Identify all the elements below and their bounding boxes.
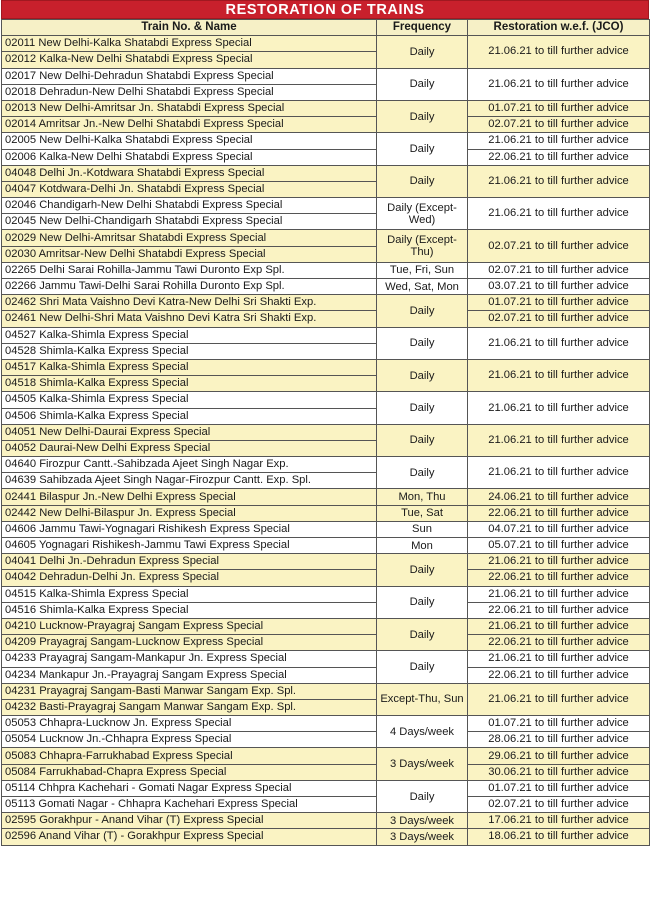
table-row bbox=[2, 829, 650, 845]
train-name-cell: 02045 New Delhi-Chandigarh Shatabdi Express Special bbox=[2, 214, 377, 230]
table-row bbox=[2, 602, 650, 618]
train-name-cell: 02462 Shri Mata Vaishno Devi Katra-New Delhi Sri Shakti Exp. bbox=[2, 295, 377, 311]
table-row bbox=[2, 813, 650, 829]
table-row bbox=[2, 586, 650, 602]
train-name-cell: 04528 Shimla-Kalka Express Special bbox=[2, 343, 377, 359]
table-row bbox=[2, 165, 650, 181]
restoration-cell: 30.06.21 to till further advice bbox=[468, 764, 650, 780]
frequency-cell: Daily bbox=[377, 100, 468, 132]
header-restoration: Restoration w.e.f. (JCO) bbox=[468, 20, 650, 36]
table-row bbox=[2, 68, 650, 84]
table-row bbox=[2, 797, 650, 813]
frequency-cell: Daily (Except-Thu) bbox=[377, 230, 468, 262]
restoration-cell: 02.07.21 to till further advice bbox=[468, 797, 650, 813]
restoration-cell: 21.06.21 to till further advice bbox=[468, 165, 650, 197]
train-name-cell: 04232 Basti-Prayagraj Sangam Manwar Sangam Exp. Spl. bbox=[2, 699, 377, 715]
table-row bbox=[2, 279, 650, 295]
header-train: Train No. & Name bbox=[2, 20, 377, 36]
header-frequency: Frequency bbox=[377, 20, 468, 36]
train-name-cell: 05114 Chhpra Kachehari - Gomati Nagar Express Special bbox=[2, 780, 377, 796]
train-name-cell: 04042 Dehradun-Delhi Jn. Express Special bbox=[2, 570, 377, 586]
table-row bbox=[2, 392, 650, 408]
table-row bbox=[2, 489, 650, 505]
table-row bbox=[2, 100, 650, 116]
train-name-cell: 04606 Jammu Tawi-Yognagari Rishikesh Express Special bbox=[2, 521, 377, 537]
restoration-cell: 21.06.21 to till further advice bbox=[468, 36, 650, 68]
train-name-cell: 04052 Daurai-New Delhi Express Special bbox=[2, 440, 377, 456]
train-name-cell: 02441 Bilaspur Jn.-New Delhi Express Special bbox=[2, 489, 377, 505]
restoration-cell: 29.06.21 to till further advice bbox=[468, 748, 650, 764]
table-row bbox=[2, 198, 650, 214]
train-name-cell: 04041 Delhi Jn.-Dehradun Express Special bbox=[2, 554, 377, 570]
train-name-cell: 04527 Kalka-Shimla Express Special bbox=[2, 327, 377, 343]
train-name-cell: 02014 Amritsar Jn.-New Delhi Shatabdi Express Special bbox=[2, 117, 377, 133]
train-name-cell: 04506 Shimla-Kalka Express Special bbox=[2, 408, 377, 424]
frequency-cell: 3 Days/week bbox=[377, 748, 468, 780]
restoration-cell: 22.06.21 to till further advice bbox=[468, 570, 650, 586]
restoration-cell: 22.06.21 to till further advice bbox=[468, 602, 650, 618]
table-row bbox=[2, 521, 650, 537]
frequency-cell: Tue, Sat bbox=[377, 505, 468, 521]
train-name-cell: 02005 New Delhi-Kalka Shatabdi Express Special bbox=[2, 133, 377, 149]
train-name-cell: 02461 New Delhi-Shri Mata Vaishno Devi Katra Sri Shakti Exp. bbox=[2, 311, 377, 327]
train-name-cell: 02442 New Delhi-Bilaspur Jn. Express Special bbox=[2, 505, 377, 521]
train-name-cell: 05054 Lucknow Jn.-Chhapra Express Special bbox=[2, 732, 377, 748]
table-row bbox=[2, 359, 650, 375]
frequency-cell: Daily bbox=[377, 554, 468, 586]
table-row bbox=[2, 149, 650, 165]
restoration-cell: 24.06.21 to till further advice bbox=[468, 489, 650, 505]
restoration-cell: 22.06.21 to till further advice bbox=[468, 505, 650, 521]
train-name-cell: 04517 Kalka-Shimla Express Special bbox=[2, 359, 377, 375]
restoration-cell: 01.07.21 to till further advice bbox=[468, 295, 650, 311]
restoration-cell: 22.06.21 to till further advice bbox=[468, 635, 650, 651]
frequency-cell: 3 Days/week bbox=[377, 829, 468, 845]
header-row bbox=[2, 20, 650, 36]
train-name-cell: 02018 Dehradun-New Delhi Shatabdi Express Special bbox=[2, 84, 377, 100]
train-name-cell: 02596 Anand Vihar (T) - Gorakhpur Express Special bbox=[2, 829, 377, 845]
train-name-cell: 04516 Shimla-Kalka Express Special bbox=[2, 602, 377, 618]
restoration-cell: 04.07.21 to till further advice bbox=[468, 521, 650, 537]
train-name-cell: 04605 Yognagari Rishikesh-Jammu Tawi Express Special bbox=[2, 538, 377, 554]
frequency-cell: 4 Days/week bbox=[377, 716, 468, 748]
table-row bbox=[2, 570, 650, 586]
restoration-cell: 21.06.21 to till further advice bbox=[468, 618, 650, 634]
train-name-cell: 04233 Prayagraj Sangam-Mankapur Jn. Express Special bbox=[2, 651, 377, 667]
frequency-cell: Daily bbox=[377, 392, 468, 424]
table-row bbox=[2, 117, 650, 133]
train-name-cell: 04210 Lucknow-Prayagraj Sangam Express Special bbox=[2, 618, 377, 634]
frequency-cell: Daily bbox=[377, 295, 468, 327]
frequency-cell: Daily bbox=[377, 586, 468, 618]
table-row bbox=[2, 295, 650, 311]
restoration-cell: 21.06.21 to till further advice bbox=[468, 683, 650, 715]
restoration-cell: 22.06.21 to till further advice bbox=[468, 667, 650, 683]
train-table-body bbox=[2, 36, 650, 845]
restoration-cell: 01.07.21 to till further advice bbox=[468, 716, 650, 732]
table-row bbox=[2, 424, 650, 440]
restoration-cell: 21.06.21 to till further advice bbox=[468, 198, 650, 230]
table-row bbox=[2, 618, 650, 634]
train-name-cell: 02012 Kalka-New Delhi Shatabdi Express Special bbox=[2, 52, 377, 68]
table-row bbox=[2, 133, 650, 149]
train-name-cell: 02595 Gorakhpur - Anand Vihar (T) Express Special bbox=[2, 813, 377, 829]
restoration-cell: 18.06.21 to till further advice bbox=[468, 829, 650, 845]
restoration-cell: 01.07.21 to till further advice bbox=[468, 780, 650, 796]
restoration-cell: 21.06.21 to till further advice bbox=[468, 133, 650, 149]
train-name-cell: 04640 Firozpur Cantt.-Sahibzada Ajeet Singh Nagar Exp. bbox=[2, 457, 377, 473]
document-title: RESTORATION OF TRAINS bbox=[1, 0, 649, 19]
frequency-cell: Daily bbox=[377, 457, 468, 489]
train-name-cell: 05113 Gomati Nagar - Chhapra Kachehari Express Special bbox=[2, 797, 377, 813]
table-row bbox=[2, 554, 650, 570]
table-row bbox=[2, 262, 650, 278]
table-row bbox=[2, 732, 650, 748]
table-row bbox=[2, 683, 650, 699]
table-row bbox=[2, 764, 650, 780]
restoration-cell: 21.06.21 to till further advice bbox=[468, 651, 650, 667]
restoration-document bbox=[1, 0, 649, 846]
frequency-cell: Mon bbox=[377, 538, 468, 554]
restoration-cell: 21.06.21 to till further advice bbox=[468, 327, 650, 359]
restoration-cell: 17.06.21 to till further advice bbox=[468, 813, 650, 829]
train-name-cell: 02265 Delhi Sarai Rohilla-Jammu Tawi Duronto Exp Spl. bbox=[2, 262, 377, 278]
train-name-cell: 04048 Delhi Jn.-Kotdwara Shatabdi Express Special bbox=[2, 165, 377, 181]
restoration-cell: 21.06.21 to till further advice bbox=[468, 424, 650, 456]
frequency-cell: Daily bbox=[377, 165, 468, 197]
train-name-cell: 04518 Shimla-Kalka Express Special bbox=[2, 376, 377, 392]
train-name-cell: 02011 New Delhi-Kalka Shatabdi Express Special bbox=[2, 36, 377, 52]
frequency-cell: Daily bbox=[377, 36, 468, 68]
frequency-cell: Daily bbox=[377, 68, 468, 100]
frequency-cell: Daily bbox=[377, 327, 468, 359]
table-row bbox=[2, 651, 650, 667]
frequency-cell: Tue, Fri, Sun bbox=[377, 262, 468, 278]
restoration-cell: 21.06.21 to till further advice bbox=[468, 68, 650, 100]
table-row bbox=[2, 311, 650, 327]
table-row bbox=[2, 505, 650, 521]
train-name-cell: 04505 Kalka-Shimla Express Special bbox=[2, 392, 377, 408]
train-name-cell: 05053 Chhapra-Lucknow Jn. Express Special bbox=[2, 716, 377, 732]
restoration-cell: 01.07.21 to till further advice bbox=[468, 100, 650, 116]
table-row bbox=[2, 36, 650, 52]
restoration-cell: 21.06.21 to till further advice bbox=[468, 457, 650, 489]
table-row bbox=[2, 716, 650, 732]
restoration-cell: 02.07.21 to till further advice bbox=[468, 230, 650, 262]
frequency-cell: Daily bbox=[377, 133, 468, 165]
frequency-cell: Daily bbox=[377, 780, 468, 812]
train-name-cell: 04047 Kotdwara-Delhi Jn. Shatabdi Express Special bbox=[2, 181, 377, 197]
train-table bbox=[1, 19, 650, 846]
table-row bbox=[2, 230, 650, 246]
frequency-cell: Daily bbox=[377, 618, 468, 650]
train-name-cell: 04639 Sahibzada Ajeet Singh Nagar-Firozpur Cantt. Exp. Spl. bbox=[2, 473, 377, 489]
restoration-cell: 22.06.21 to till further advice bbox=[468, 149, 650, 165]
table-row bbox=[2, 635, 650, 651]
frequency-cell: Daily bbox=[377, 651, 468, 683]
restoration-cell: 02.07.21 to till further advice bbox=[468, 262, 650, 278]
restoration-cell: 02.07.21 to till further advice bbox=[468, 117, 650, 133]
table-row bbox=[2, 327, 650, 343]
train-name-cell: 04515 Kalka-Shimla Express Special bbox=[2, 586, 377, 602]
table-row bbox=[2, 748, 650, 764]
restoration-cell: 02.07.21 to till further advice bbox=[468, 311, 650, 327]
train-name-cell: 04209 Prayagraj Sangam-Lucknow Express Special bbox=[2, 635, 377, 651]
train-name-cell: 04234 Mankapur Jn.-Prayagraj Sangam Express Special bbox=[2, 667, 377, 683]
train-name-cell: 02013 New Delhi-Amritsar Jn. Shatabdi Express Special bbox=[2, 100, 377, 116]
train-name-cell: 02266 Jammu Tawi-Delhi Sarai Rohilla Duronto Exp Spl. bbox=[2, 279, 377, 295]
train-name-cell: 05083 Chhapra-Farrukhabad Express Special bbox=[2, 748, 377, 764]
train-name-cell: 02017 New Delhi-Dehradun Shatabdi Express Special bbox=[2, 68, 377, 84]
train-name-cell: 02029 New Delhi-Amritsar Shatabdi Express Special bbox=[2, 230, 377, 246]
table-row bbox=[2, 667, 650, 683]
train-name-cell: 02046 Chandigarh-New Delhi Shatabdi Express Special bbox=[2, 198, 377, 214]
restoration-cell: 21.06.21 to till further advice bbox=[468, 554, 650, 570]
restoration-cell: 28.06.21 to till further advice bbox=[468, 732, 650, 748]
train-name-cell: 04231 Prayagraj Sangam-Basti Manwar Sangam Exp. Spl. bbox=[2, 683, 377, 699]
restoration-cell: 21.06.21 to till further advice bbox=[468, 359, 650, 391]
restoration-cell: 03.07.21 to till further advice bbox=[468, 279, 650, 295]
train-name-cell: 02030 Amritsar-New Delhi Shatabdi Express Special bbox=[2, 246, 377, 262]
frequency-cell: Mon, Thu bbox=[377, 489, 468, 505]
frequency-cell: Sun bbox=[377, 521, 468, 537]
restoration-cell: 05.07.21 to till further advice bbox=[468, 538, 650, 554]
table-row bbox=[2, 538, 650, 554]
train-name-cell: 05084 Farrukhabad-Chapra Express Special bbox=[2, 764, 377, 780]
frequency-cell: Daily (Except-Wed) bbox=[377, 198, 468, 230]
frequency-cell: Except-Thu, Sun bbox=[377, 683, 468, 715]
frequency-cell: Daily bbox=[377, 359, 468, 391]
table-row bbox=[2, 780, 650, 796]
table-row bbox=[2, 457, 650, 473]
train-name-cell: 04051 New Delhi-Daurai Express Special bbox=[2, 424, 377, 440]
frequency-cell: 3 Days/week bbox=[377, 813, 468, 829]
frequency-cell: Daily bbox=[377, 424, 468, 456]
restoration-cell: 21.06.21 to till further advice bbox=[468, 586, 650, 602]
restoration-cell: 21.06.21 to till further advice bbox=[468, 392, 650, 424]
frequency-cell: Wed, Sat, Mon bbox=[377, 279, 468, 295]
train-name-cell: 02006 Kalka-New Delhi Shatabdi Express Special bbox=[2, 149, 377, 165]
